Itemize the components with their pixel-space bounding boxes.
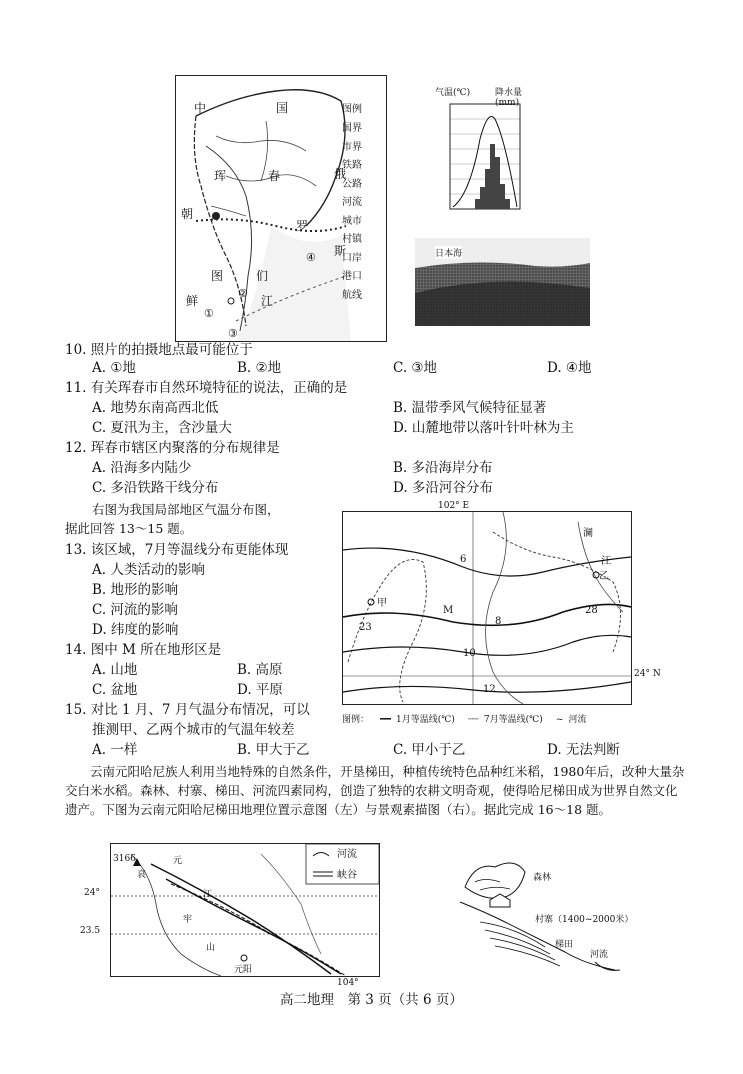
q13-option-d[interactable]: D. 纬度的影响 [92, 622, 179, 638]
isotherm-map [342, 511, 632, 705]
city-marker [212, 212, 220, 220]
q15-stem: 15. 对比 1 月、7 月气温分布情况，可以 [65, 702, 310, 718]
q12-stem: 12. 珲春市辖区内聚落的分布规律是 [65, 440, 280, 456]
q11-option-c[interactable]: C. 夏汛为主，含沙量大 [92, 420, 232, 436]
legend-title: 图例 [342, 104, 362, 115]
point-m-label: M [443, 605, 454, 616]
q15-option-b[interactable]: B. 甲大于乙 [237, 742, 310, 758]
q15-option-a[interactable]: A. 一样 [92, 742, 138, 758]
map1-label: ② [238, 287, 248, 300]
map1-legend [342, 100, 388, 305]
river-label: 江 [601, 556, 611, 567]
isotherm-label: 12 [483, 684, 496, 695]
sketch-label-village: 村寨（1400~2000米） [535, 915, 634, 925]
legend-item: 河流 [568, 715, 587, 725]
isotherm-label: 28 [585, 605, 598, 616]
q10-option-b[interactable]: B. ②地 [237, 360, 282, 376]
q14-option-a[interactable]: A. 山地 [92, 662, 138, 678]
climate-chart-plot [425, 99, 545, 225]
q13-option-b[interactable]: B. 地形的影响 [92, 582, 179, 598]
isotherm-label: 10 [463, 648, 476, 659]
map3-legend-item: 河流 [337, 849, 357, 860]
sketch-label-forest: 森林 [533, 873, 552, 883]
legend-item: 城市 [342, 215, 362, 227]
map1-label: ③ [228, 327, 238, 340]
legend-item: 7月等温线(℃) [483, 715, 543, 725]
city-jia-label: 甲 [377, 598, 387, 609]
map3-label: 哀 [137, 870, 147, 880]
isotherm-label: 8 [495, 616, 502, 627]
yuanyang-map [110, 843, 380, 977]
q10-stem: 10. 照片的拍摄地点最可能位于 [65, 342, 253, 358]
q13-option-a[interactable]: A. 人类活动的影响 [92, 562, 205, 578]
q11-option-a[interactable]: A. 地势东南高西北低 [92, 400, 219, 416]
map1-label: 斯 [334, 244, 347, 258]
q14-option-b[interactable]: B. 高原 [237, 662, 283, 678]
legend-item: 河流 [342, 197, 362, 208]
q11-option-d[interactable]: D. 山麓地带以落叶针叶林为主 [393, 420, 574, 436]
legend-item: 国界 [342, 123, 362, 134]
legend-item: 市界 [342, 141, 362, 153]
intro-line-2: 据此回答 13～15 题。 [65, 521, 193, 536]
photo-label: 日本海 [435, 246, 462, 259]
q13-option-c[interactable]: C. 河流的影响 [92, 602, 178, 618]
map1-label: ④ [306, 251, 316, 264]
map1-label: 图 [211, 269, 224, 283]
peak-label: 3166 [113, 854, 136, 864]
map3-label: 牢 [183, 915, 193, 925]
map1-label: 国 [276, 101, 289, 115]
map1-label: ① [204, 307, 214, 320]
legend-item: 港口 [342, 271, 362, 282]
q14-stem: 14. 图中 M 所在地形区是 [65, 642, 222, 658]
map1-label: 俄 [334, 167, 347, 181]
isotherm-label: 23 [359, 622, 372, 633]
q15-option-c[interactable]: C. 甲小于乙 [393, 742, 466, 758]
legend-item: 铁路 [342, 160, 362, 171]
chart-left-label: 气温(℃) [435, 88, 471, 98]
map2-legend: 图例： ━━ 1月等温线(℃) ┄┄ 7月等温线(℃) ~ 河流 [342, 715, 587, 725]
map1-label: 罗 [296, 219, 309, 233]
legend-item: 村镇 [342, 234, 362, 245]
intro-line-1: 右图为我国局部地区气温分布图， [92, 502, 280, 517]
q14-option-c[interactable]: C. 盆地 [92, 682, 138, 698]
q12-option-b[interactable]: B. 多沿海岸分布 [393, 460, 493, 476]
map3-label: 江 [203, 890, 213, 900]
climate-chart [425, 85, 545, 225]
map3-label: 山 [206, 943, 216, 953]
chart-right-label: 降水量(mm) [495, 88, 523, 108]
isotherm-label: 6 [460, 554, 467, 565]
q13-stem: 13. 该区域，7月等温线分布更能体现 [65, 542, 289, 558]
yuanyang-map-drawing [111, 844, 379, 976]
map2-right-label: 24° N [634, 669, 661, 679]
sketch-label-terrace: 梯田 [555, 940, 574, 950]
map2-top-label: 102° E [438, 501, 470, 511]
q15-option-d[interactable]: D. 无法判断 [547, 742, 620, 758]
legend-prefix: 图例： [342, 715, 370, 725]
map1-label: 朝 [181, 207, 194, 221]
map1-label: 春 [268, 169, 281, 183]
map1-label: 珲 [214, 169, 227, 183]
legend-item: 公路 [342, 178, 362, 190]
sketch-label-river: 河流 [590, 950, 609, 960]
q10-option-d[interactable]: D. ④地 [547, 360, 592, 376]
map3-legend-item: 峡谷 [337, 870, 357, 881]
legend-item: 1月等温线(℃) [396, 715, 455, 725]
lon-label: 104° [337, 978, 359, 988]
map1-label: 中 [194, 101, 207, 115]
q10-option-a[interactable]: A. ①地 [92, 360, 136, 376]
lat-label: 24° [84, 888, 100, 898]
q15-stem-cont: 推测甲、乙两个城市的气温年较差 [92, 722, 295, 738]
river-label: 澜 [583, 528, 593, 539]
landscape-sketch [445, 852, 635, 977]
city-yuanyang-label: 元阳 [234, 965, 253, 975]
q12-option-d[interactable]: D. 多沿河谷分布 [393, 480, 493, 496]
q14-option-d[interactable]: D. 平原 [237, 682, 283, 698]
map1-label: 江 [261, 294, 274, 308]
map1-label: 们 [256, 269, 269, 283]
map3-label: 元 [173, 856, 183, 866]
q12-option-c[interactable]: C. 多沿铁路干线分布 [92, 480, 219, 496]
q10-option-c[interactable]: C. ③地 [393, 360, 438, 376]
map1-label: 鲜 [186, 294, 199, 308]
city-yi-label: 乙 [599, 571, 609, 582]
coast-photo [415, 238, 590, 326]
lat-label: 23.5 [80, 926, 101, 936]
q12-option-a[interactable]: A. 沿海多内陆少 [92, 460, 192, 476]
page-footer: 高二地理 第 3 页（共 6 页） [280, 992, 463, 1008]
q11-option-b[interactable]: B. 温带季风气候特征显著 [393, 400, 547, 416]
passage-16-18: 云南元阳哈尼族人利用当地特殊的自然条件，开垦梯田，种植传统特色品种红米稻，1980年后，改种大量杂交白米水稻。森林、村寨、梯田、河流四素同构，创造了独特的农耕文明奇观，使得哈尼梯田成为世界自然文化遗产。下图为云南元阳哈尼梯田地理位置示意图（左）与景观素描图（右）。据此完成 16～18 题。 [65, 764, 685, 817]
legend-item: 航线 [342, 289, 362, 301]
q11-stem: 11. 有关珲春市自然环境特征的说法，正确的是 [65, 380, 348, 396]
legend-item: 口岸 [342, 252, 362, 264]
